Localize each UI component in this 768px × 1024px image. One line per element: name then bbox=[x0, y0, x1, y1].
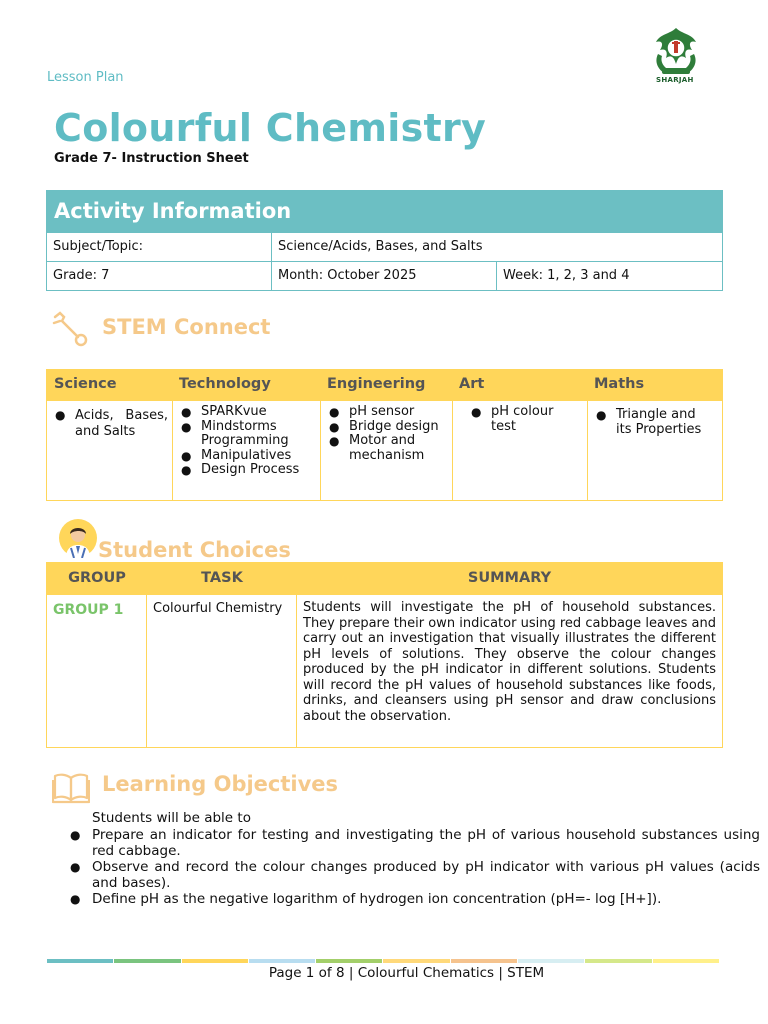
footer-bar-segment bbox=[451, 959, 517, 963]
footer-bar-segment bbox=[653, 959, 719, 963]
col-group: GROUP bbox=[68, 570, 126, 586]
objectives-block bbox=[70, 810, 760, 907]
logo-caption: SHARJAH bbox=[656, 76, 694, 84]
task-cell: Colourful Chemistry bbox=[147, 595, 297, 747]
stem-col-maths: Maths bbox=[594, 376, 645, 392]
stem-connect-heading: STEM Connect bbox=[102, 315, 271, 339]
stem-cell-art bbox=[453, 401, 588, 500]
stem-col-science: Science bbox=[54, 376, 117, 392]
list-item: ● Motor and mechanism bbox=[325, 434, 448, 463]
stem-connect-table bbox=[46, 369, 723, 501]
summary-cell: Students will investigate the pH of household substances. They prepare their own indicator using red cabbage leaves and carry out an investigation that visually illustrates the different pH levels of solutions. They observe the colour changes produced by the pH indicator in different solutions. Students will record the pH values of household substances like foods, drinks, and cleansers using pH sensor and draw conclusions about the observation. bbox=[303, 600, 716, 724]
page-title: Colourful Chemistry bbox=[54, 106, 487, 150]
list-item: ● pH sensor bbox=[325, 405, 448, 420]
activity-info-heading: Activity Information bbox=[47, 191, 722, 232]
stem-col-engineering: Engineering bbox=[327, 376, 426, 392]
stem-cell-technology bbox=[173, 401, 321, 500]
group-cell: GROUP 1 bbox=[47, 595, 147, 747]
subject-label: Subject/Topic: bbox=[47, 233, 272, 261]
choices-header-row bbox=[47, 563, 722, 595]
lesson-plan-label: Lesson Plan bbox=[47, 70, 124, 85]
objectives-list bbox=[70, 827, 760, 907]
list-item: ● Mindstorms Programming bbox=[177, 420, 316, 449]
activity-row-subject bbox=[47, 232, 722, 261]
list-item: ● SPARKvue bbox=[177, 405, 316, 420]
col-summary: SUMMARY bbox=[467, 570, 552, 586]
table-row bbox=[47, 595, 722, 747]
month-cell: Month: October 2025 bbox=[272, 262, 497, 290]
footer-bar-segment bbox=[316, 959, 382, 963]
footer-text: Page 1 of 8 | Colourful Chematics | STEM bbox=[268, 965, 545, 981]
student-avatar-icon bbox=[58, 518, 98, 558]
list-item: ● Triangle and its Properties bbox=[592, 408, 718, 437]
stem-header-row bbox=[47, 370, 722, 401]
student-choices-heading: Student Choices bbox=[98, 538, 291, 562]
footer-bar-segment bbox=[182, 959, 248, 963]
grade-cell: Grade: 7 bbox=[47, 262, 272, 290]
footer-bar-segment bbox=[383, 959, 449, 963]
list-item: ● Manipulatives bbox=[177, 449, 316, 464]
list-item: ● Observe and record the colour changes produced by pH indicator with various pH values (acids and bases). bbox=[70, 859, 760, 891]
week-cell: Week: 1, 2, 3 and 4 bbox=[503, 268, 630, 283]
list-item: ● Acids, Bases, and Salts bbox=[51, 408, 168, 439]
footer-bar-segment bbox=[47, 959, 113, 963]
footer-bar-segment bbox=[518, 959, 584, 963]
activity-info-table bbox=[46, 190, 723, 291]
stem-body-row bbox=[47, 401, 722, 500]
wrench-icon bbox=[50, 311, 90, 347]
footer-color-bar bbox=[47, 959, 720, 963]
list-item: ● pH colour test bbox=[467, 405, 583, 434]
col-task: TASK bbox=[201, 570, 243, 586]
footer-bar-segment bbox=[114, 959, 180, 963]
list-item: ● Prepare an indicator for testing and investigating the pH of various household substances using red cabbage. bbox=[70, 827, 760, 859]
stem-col-technology: Technology bbox=[179, 376, 271, 392]
subject-value: Science/Acids, Bases, and Salts bbox=[278, 239, 483, 254]
stem-cell-maths bbox=[588, 401, 722, 500]
stem-col-art: Art bbox=[459, 376, 485, 392]
stem-cell-engineering bbox=[321, 401, 453, 500]
list-item: ● Define pH as the negative logarithm of hydrogen ion concentration (pH=- log [H+]). bbox=[70, 891, 760, 907]
footer-bar-segment bbox=[585, 959, 651, 963]
student-choices-table bbox=[46, 562, 723, 748]
list-item: ● Design Process bbox=[177, 463, 316, 478]
open-book-icon bbox=[52, 770, 90, 804]
footer-bar-segment bbox=[249, 959, 315, 963]
learning-objectives-heading: Learning Objectives bbox=[102, 772, 339, 796]
list-item: ● Bridge design bbox=[325, 420, 448, 435]
stem-cell-science bbox=[47, 401, 173, 500]
objectives-intro: Students will be able to bbox=[92, 810, 251, 826]
page-subtitle: Grade 7- Instruction Sheet bbox=[54, 151, 249, 166]
activity-row-details bbox=[47, 261, 722, 290]
